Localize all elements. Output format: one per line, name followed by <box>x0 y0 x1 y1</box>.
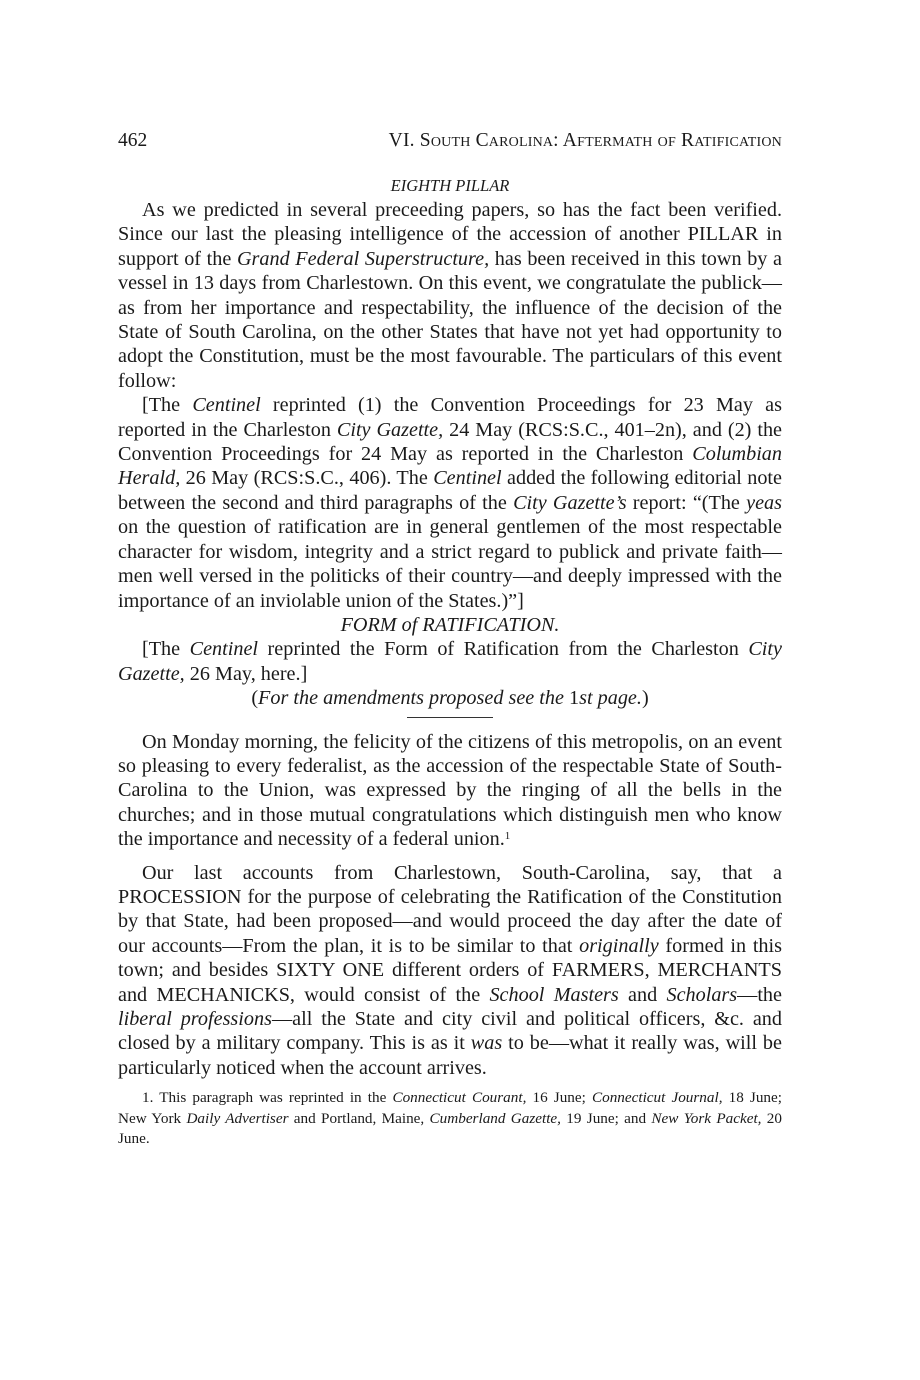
text-run: reprinted the Form of Ratification from the Charleston <box>258 638 749 661</box>
paragraph-monday-morning <box>118 730 782 852</box>
text-run: 16 June; <box>526 1089 592 1107</box>
page-header <box>118 126 782 156</box>
text-run: 1. This paragraph was reprinted in the <box>142 1089 393 1107</box>
text-run: formed in this town; and besides SIXTY ONE different orders of FARMERS, MERCHANTS and MECHANICKS, would consist of the <box>118 934 782 1006</box>
text-run: ( <box>251 687 259 710</box>
paragraph-procession <box>118 861 782 1081</box>
italic-text: City Gazette, <box>118 638 782 685</box>
text-run: ) <box>641 687 649 710</box>
text-run: 1 <box>569 687 580 710</box>
subheading-form-of-ratification <box>118 613 782 637</box>
text-run: 26 May (RCS:S.C., 406). The <box>180 467 434 490</box>
text-run: report: “(The <box>626 491 747 514</box>
italic-text: yeas <box>746 491 782 514</box>
italic-text: liberal professions <box>118 1008 272 1030</box>
italic-text: Grand Federal Superstructure, <box>236 247 490 270</box>
italic-text: Daily Advertiser <box>186 1109 289 1127</box>
text-run: —the <box>737 983 782 1006</box>
running-head: VI. South Carolina: Aftermath of Ratification <box>388 130 782 151</box>
text-run: and <box>618 983 667 1006</box>
italic-text: Centinel <box>192 394 261 417</box>
italic-text: City Gazette, <box>336 418 444 441</box>
text-run: As we predicted in several preceeding papers, so has the fact been verified. Since our last the pleasing intelligence of the accession of another PILLAR in support of the <box>118 199 782 270</box>
italic-text: Centinel <box>433 467 502 490</box>
paragraph-editorial-note-proceedings <box>118 393 782 613</box>
section-divider <box>118 717 782 718</box>
text-run: added the following editorial note between the second and third paragraphs of the <box>118 467 782 514</box>
text-run: [The <box>142 394 193 417</box>
text-run: 20 June. <box>118 1109 782 1148</box>
footnote-marker: 1 <box>504 830 511 843</box>
paragraph-predicted <box>118 198 782 393</box>
paragraph-editorial-note-form <box>118 637 782 686</box>
italic-text: RATIFICATION. <box>417 613 560 636</box>
italic-text: Scholars <box>666 983 738 1006</box>
italic-text: Connecticut Courant, <box>392 1089 527 1107</box>
italic-text: Connecticut Journal, <box>591 1089 723 1107</box>
text-run: On Monday morning, the felicity of the citizens of this metropolis, on an event so pleasing to every federalist, as the accession of the respectable State of South-Carolina to the Union, was expressed by the ringing of all the bells in the churches; and in those mutual congratulations which distinguish men who know the importance and necessity of a federal union. <box>118 730 782 851</box>
document-page <box>118 126 782 1150</box>
text-run: on the question of ratification are in general gentlemen of the most respectable character for wisdom, integrity and a strict regard to publick and private faith—men well versed in the politicks of their country—and deeply impressed with the importance of an inviolable union of the States.)”] <box>118 516 782 612</box>
text-run: [The <box>142 638 190 661</box>
italic-text: of <box>401 613 418 636</box>
text-run: to be—what it really was, will be particularly noticed when the account arrives. <box>118 1032 782 1079</box>
article-body <box>118 198 782 1080</box>
text-run: 24 May (RCS:S.C., 401–2n), and (2) the Convention Proceedings for 24 May as reported in the Charleston <box>118 418 782 466</box>
text-run: Our last accounts from Charlestown, South-Carolina, say, that a PROCESSION for the purpose of celebrating the Ratification of the Constitution by that State, had been proposed—and would proceed the day after the date of our accounts—From the plan, it is to be similar to that <box>118 861 782 957</box>
footnotes <box>118 1088 782 1150</box>
text-run: and Portland, Maine, <box>288 1109 430 1127</box>
italic-text: Cumberland Gazette, <box>429 1109 561 1127</box>
italic-text: st page. <box>579 687 642 710</box>
italic-text: School Masters <box>489 983 619 1006</box>
section-title: EIGHTH PILLAR <box>390 176 510 195</box>
text-run: 26 May, here.] <box>184 662 308 685</box>
italic-text: Columbian Herald, <box>118 443 782 490</box>
italic-text: was <box>470 1032 503 1055</box>
italic-text: City Gazette’s <box>513 491 627 514</box>
italic-text: New York Packet, <box>651 1109 762 1127</box>
italic-text: FORM <box>340 613 402 636</box>
italic-text: For the amendments proposed see the <box>258 687 570 710</box>
text-run: has been received in this town by a vessel in 13 days from Charlestown. On this event, we congratulate the publick—as from her importance and respectability, the influence of the decision of the State of South Carolina, on the other States that have not yet had opportunity to adopt the Constitution, must be the most favourable. The particulars of this event follow: <box>118 247 782 392</box>
page-number: 462 <box>118 130 148 151</box>
footnote-1 <box>118 1088 782 1150</box>
italic-text: originally <box>579 934 659 957</box>
text-run: 19 June; and <box>560 1109 652 1127</box>
italic-text: Centinel <box>189 638 259 661</box>
text-run: 18 June; New York <box>118 1089 782 1127</box>
text-run: —all the State and city civil and political officers, &c. and closed by a military company. This is as it <box>118 1008 782 1055</box>
amendments-note <box>118 686 782 710</box>
text-run: reprinted (1) the Convention Proceedings for 23 May as reported in the Charleston <box>118 394 782 441</box>
